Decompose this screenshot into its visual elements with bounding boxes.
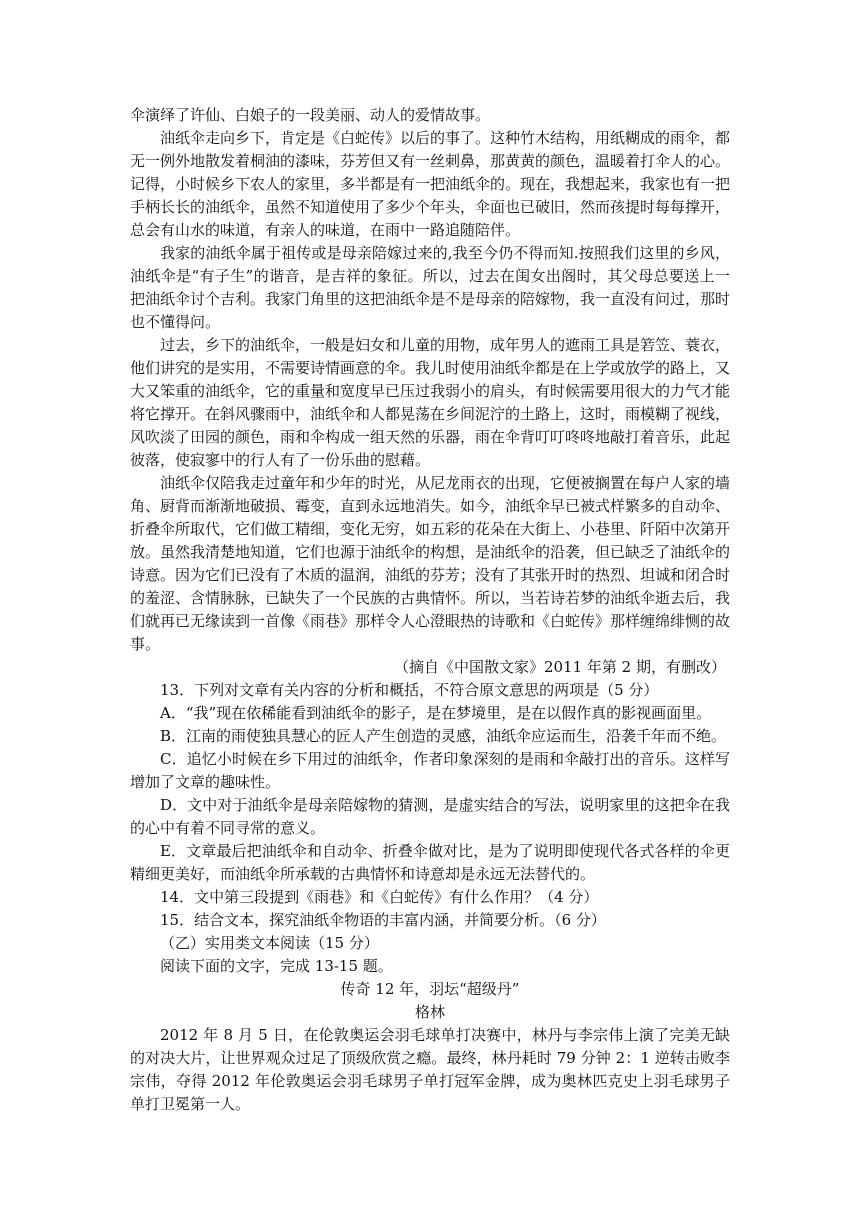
option-c: C．追忆小时候在乡下用过的油纸伞，作者印象深刻的是雨和伞敲打出的音乐。这样写增加了文章的趣味性。 [130, 750, 730, 791]
paragraph-continuation: 伞演绎了许仙、白娘子的一段美丽、动人的爱情故事。 [130, 106, 491, 124]
article-author: 格林 [414, 1003, 445, 1021]
section-heading-practical-text: （乙）实用类文本阅读（15 分） [160, 934, 379, 952]
option-a: A．“我”现在依稀能看到油纸伞的影子，是在梦境里，是在以假作真的影视画面里。 [160, 704, 712, 722]
option-b: B．江南的雨使独具慧心的匠人产生创造的灵感，油纸伞应运而生，沿袭千年而不绝。 [160, 727, 727, 745]
option-d: D．文中对于油纸伞是母亲陪嫁物的猜测，是虚实结合的写法，说明家里的这把伞在我的心中有着不同寻常的意义。 [130, 796, 730, 837]
question-15: 15．结合文本，探究油纸伞物语的丰富内涵，并简要分析。（6 分） [160, 911, 606, 929]
question-13: 13．下列对文章有关内容的分析和概括，不符合原文意思的两项是（5 分） [160, 681, 659, 699]
paragraph-family-umbrella: 我家的油纸伞属于祖传或是母亲陪嫁过来的,我至今仍不得而知.按照我们这里的乡风，油纸伞是“有子生”的谐音，是吉祥的象征。所以，过去在闺女出阁时，其父母总要送上一把油纸伞讨个吉利。我家门角里的这把油纸伞是不是母亲的陪嫁物，我一直没有问过，那时也不懂得问。 [130, 244, 731, 331]
option-e: E．文章最后把油纸伞和自动伞、折叠伞做对比，是为了说明即使现代各式各样的伞更精细更美好，而油纸伞所承载的古典情怀和诗意却是永远无法替代的。 [130, 842, 730, 883]
article-title: 传奇 12 年，羽坛“超级丹” [340, 980, 520, 998]
question-14: 14．文中第三段提到《雨巷》和《白蛇传》有什么作用？（4 分） [160, 888, 599, 906]
source-citation: （摘自《中国散文家》2011 年第 2 期，有删改） [393, 658, 726, 676]
paragraph-umbrella-disappearance: 油纸伞仅陪我走过童年和少年的时光，从尼龙雨衣的出现，它便被搁置在每户人家的墙角、厨背而渐渐地破损、霉变，直到永远地消失。如今，油纸伞早已被式样繁多的自动伞、折叠伞所取代，它们做工精细，变化无穷，如五彩的花朵在大街上、小巷里、阡陌中次第开放。虽然我清楚地知道，它们也源于油纸伞的构想，是油纸伞的沿袭，但已缺乏了油纸伞的诗意。因为它们已没有了木质的温润，油纸的芬芳；没有了其张开时的热烈、坦诚和闭合时的羞涩、含情脉脉，已缺失了一个民族的古典情怀。所以，当若诗若梦的油纸伞逝去后，我们就再已无缘读到一首像《雨巷》那样令人心澄眼热的诗歌和《白蛇传》那样缠绵绯恻的故事。 [130, 474, 731, 653]
reading-instruction: 阅读下面的文字，完成 13-15 题。 [160, 957, 393, 975]
paragraph-childhood-use: 过去，乡下的油纸伞，一般是妇女和儿童的用物，成年男人的遮雨工具是箬笠、蓑衣，他们讲究的是实用，不需要诗情画意的伞。我儿时使用油纸伞都是在上学或放学的路上，又大又笨重的油纸伞，它的重量和宽度早已压过我弱小的肩头，有时候需要用很大的力气才能将它撑开。在斜风骤雨中，油纸伞和人都晃荡在乡间泥泞的土路上，这时，雨模糊了视线，风吹淡了田园的颜色，雨和伞构成一组天然的乐器，雨在伞背叮叮咚咚地敲打着音乐，此起彼落，使寂寥中的行人有了一份乐曲的慰藉。 [130, 336, 731, 469]
document-body [130, 104, 730, 1116]
paragraph-umbrella-countryside: 油纸伞走向乡下，肯定是《白蛇传》以后的事了。这种竹木结构，用纸糊成的雨伞，都无一例外地散发着桐油的漆味，芬芳但又有一丝刺鼻，那黄黄的颜色，温暖着打伞人的心。记得，小时候乡下农人的家里，多半都是有一把油纸伞的。现在，我想起来，我家也有一把手柄长长的油纸伞，虽然不知道使用了多少个年头，伞面也已破旧，然而孩提时每每撑开，总会有山水的味道，有亲人的味道，在雨中一路追随陪伴。 [130, 129, 731, 239]
article-paragraph-1: 2012 年 8 月 5 日，在伦敦奥运会羽毛球单打决赛中，林丹与李宗伟上演了完美无缺的对决大片，让世界观众过足了顶级欣赏之瘾。最终，林丹耗时 79 分钟 2：1 逆转击败李宗伟，夺得 2012 年伦敦奥运会羽毛球男子单打冠军金牌，成为奥林匹克史上羽毛球男子单打卫冕第一人。 [130, 1026, 730, 1113]
